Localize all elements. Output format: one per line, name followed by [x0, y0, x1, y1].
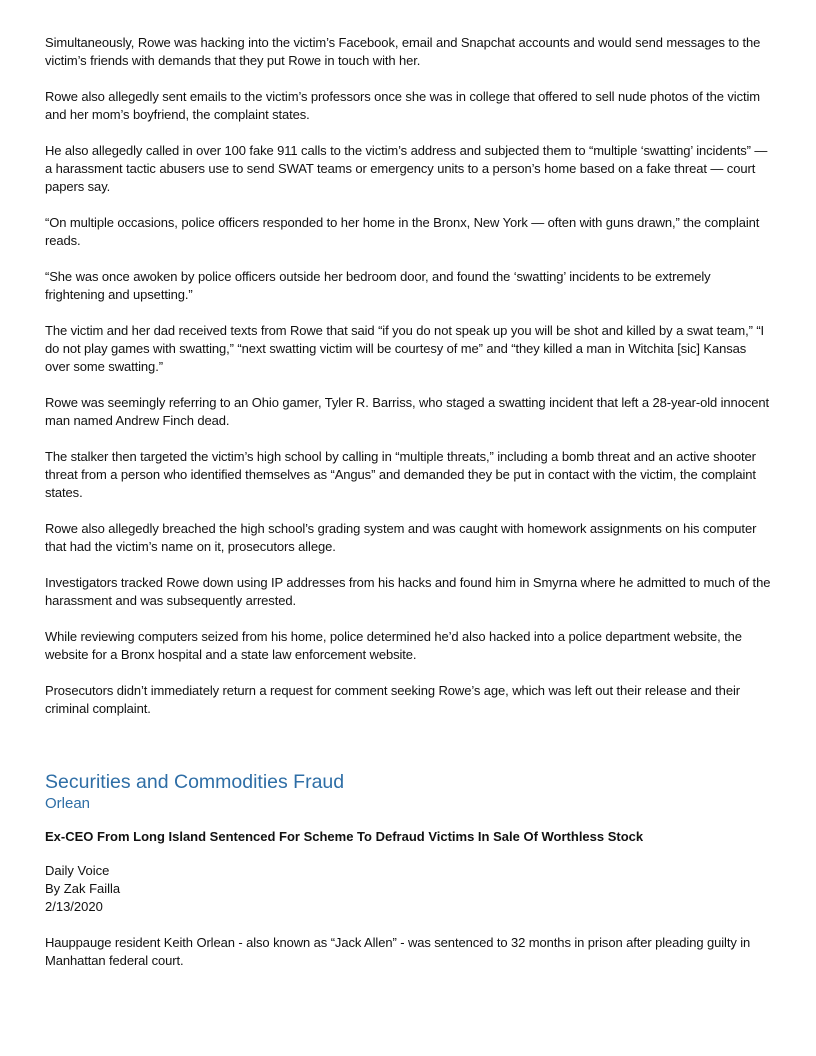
- article-paragraph: Prosecutors didn’t immediately return a request for comment seeking Rowe’s age, which was left out their release and their criminal complaint.: [45, 683, 740, 716]
- article-paragraph: “She was once awoken by police officers outside her bedroom door, and found the ‘swatting’ incidents to be extremely frightening and upsetting.”: [45, 269, 711, 302]
- article-paragraph: Rowe also allegedly sent emails to the victim’s professors once she was in college that offered to sell nude photos of the victim and her mom’s boyfriend, the complaint states.: [45, 89, 761, 122]
- article-date: 2/13/2020: [45, 899, 103, 914]
- article-byline: By Zak Failla: [45, 881, 121, 896]
- article-meta: [45, 862, 773, 916]
- article-paragraph: Rowe was seemingly referring to an Ohio gamer, Tyler R. Barriss, who staged a swatting incident that left a 28-year-old innocent man named Andrew Finch dead.: [45, 395, 769, 428]
- article-paragraph: Rowe also allegedly breached the high school’s grading system and was caught with homework assignments on his computer that had the victim’s name on it, prosecutors allege.: [45, 521, 757, 554]
- article-paragraph: While reviewing computers seized from his home, police determined he’d also hacked into a police department website, the website for a Bronx hospital and a state law enforcement website.: [45, 629, 742, 662]
- article-title: Ex-CEO From Long Island Sentenced For Scheme To Defraud Victims In Sale Of Worthless Stock: [45, 829, 644, 844]
- article-paragraph: The victim and her dad received texts from Rowe that said “if you do not speak up you will be shot and killed by a swat team,” “I do not play games with swatting,” “next swatting victim will be courtesy of me” and “they killed a man in Witchita [sic] Kansas over some swatting.”: [45, 323, 765, 374]
- article-paragraph: Simultaneously, Rowe was hacking into the victim’s Facebook, email and Snapchat accounts and would send messages to the victim’s friends with demands that they put Rowe in touch with her.: [45, 35, 761, 68]
- document-page: [45, 34, 773, 988]
- section-spacer: [45, 736, 773, 770]
- article-paragraph: “On multiple occasions, police officers responded to her home in the Bronx, New York — often with guns drawn,” the complaint reads.: [45, 215, 760, 248]
- article-paragraph: Investigators tracked Rowe down using IP addresses from his hacks and found him in Smyrna where he admitted to much of the harassment and was subsequently arrested.: [45, 575, 771, 608]
- section-subheading: Orlean: [45, 795, 91, 812]
- article-paragraph: He also allegedly called in over 100 fake 911 calls to the victim’s address and subjected them to “multiple ‘swatting’ incidents” — a harassment tactic abusers use to send SWAT teams or emergency units to a person’s home based on a fake threat — court papers say.: [45, 143, 768, 194]
- article-paragraph: Hauppauge resident Keith Orlean - also known as “Jack Allen” - was sentenced to 32 months in prison after pleading guilty in Manhattan federal court.: [45, 935, 751, 968]
- article-paragraph: The stalker then targeted the victim’s high school by calling in “multiple threats,” including a bomb threat and an active shooter threat from a person who identified themselves as “Angus” and demanded they be put in contact with the victim, the complaint states.: [45, 449, 756, 500]
- article-source: Daily Voice: [45, 863, 110, 878]
- section-heading: Securities and Commodities Fraud: [45, 771, 345, 793]
